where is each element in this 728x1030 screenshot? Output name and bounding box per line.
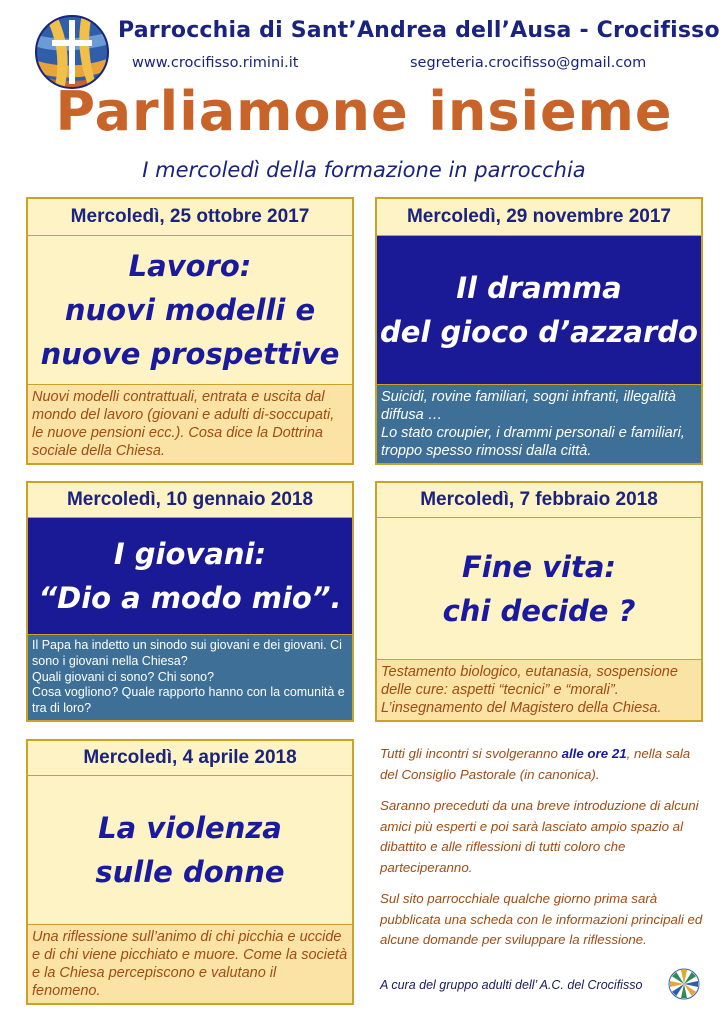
- event-description: Testamento biologico, eutanasia, sospensione delle cure: aspetti “tecnici” e “morali”. L’insegnamento del Magistero della Chiesa.: [377, 659, 701, 720]
- event-description: Una riflessione sull’animo di chi picchia e uccide e di chi viene picchiato e muore. Come la società e la Chiesa percepiscono e valutano il fenomeno.: [28, 924, 352, 1003]
- event-date: Mercoledì, 7 febbraio 2018: [377, 483, 701, 518]
- parish-cross-logo-icon: [34, 14, 110, 90]
- event-topic: Lavoro: nuovi modelli e nuove prospettive: [28, 236, 352, 384]
- website-link[interactable]: www.crocifisso.rimini.it: [132, 55, 299, 71]
- event-description: Suicidi, rovine familiari, sogni infranti, illegalità diffusa … Lo stato croupier, i drammi personali e familiari, troppo spesso rimossi dalla città.: [377, 384, 701, 463]
- parish-name: Parrocchia di Sant’Andrea dell’Ausa - Crocifisso: [118, 18, 720, 43]
- event-topic: La violenza sulle donne: [28, 776, 352, 924]
- info-time: alle ore 21: [561, 746, 627, 761]
- info-text: [380, 744, 710, 962]
- event-description: Nuovi modelli contrattuali, entrata e uscita dal mondo del lavoro (giovani e adulti di-soccupati, le nuove pensioni ecc.). Cosa dice la Dottrina sociale della Chiesa.: [28, 384, 352, 463]
- email-link[interactable]: segreteria.crocifisso@gmail.com: [410, 55, 647, 71]
- info-schedule: Tutti gli incontri si svolgeranno alle ore 21, nella sala del Consiglio Pastorale (in canonica).: [380, 746, 691, 782]
- info-website-note: Sul sito parrocchiale qualche giorno prima sarà pubblicata una scheda con le informazioni principali ed alcune domande per sviluppare la riflessione.: [380, 891, 703, 947]
- event-date: Mercoledì, 25 ottobre 2017: [28, 199, 352, 236]
- footer-credit: A cura del gruppo adulti dell’ A.C. del Crocifisso: [380, 978, 643, 992]
- azione-cattolica-logo-icon: [668, 968, 700, 1000]
- event-date: Mercoledì, 4 aprile 2018: [28, 741, 352, 776]
- event-date: Mercoledì, 29 novembre 2017: [377, 199, 701, 236]
- event-topic: Il dramma del gioco d’azzardo: [377, 236, 701, 384]
- event-card-fine-vita: [375, 481, 703, 722]
- event-topic: I giovani: “Dio a modo mio”.: [28, 518, 352, 634]
- event-description: Il Papa ha indetto un sinodo sui giovani e dei giovani. Ci sono i giovani nella Chiesa? Quali giovani ci sono? Chi sono? Cosa vogliono? Quale rapporto hanno con la comunità e tra di loro?: [28, 634, 352, 720]
- event-topic: Fine vita: chi decide ?: [377, 518, 701, 659]
- info-format: Saranno preceduti da una breve introduzione di alcuni amici più esperti e poi sarà lasciato ampio spazio al dibattito e alle riflessioni di tutti coloro che parteciperanno.: [380, 798, 699, 875]
- event-date: Mercoledì, 10 gennaio 2018: [28, 483, 352, 518]
- event-card-violenza-donne: [26, 739, 354, 1005]
- main-title: Parliamone insieme: [55, 80, 673, 143]
- event-card-lavoro: [26, 197, 354, 465]
- subtitle: I mercoledì della formazione in parrocchia: [142, 158, 586, 182]
- event-card-giovani: [26, 481, 354, 722]
- event-card-gioco-azzardo: [375, 197, 703, 465]
